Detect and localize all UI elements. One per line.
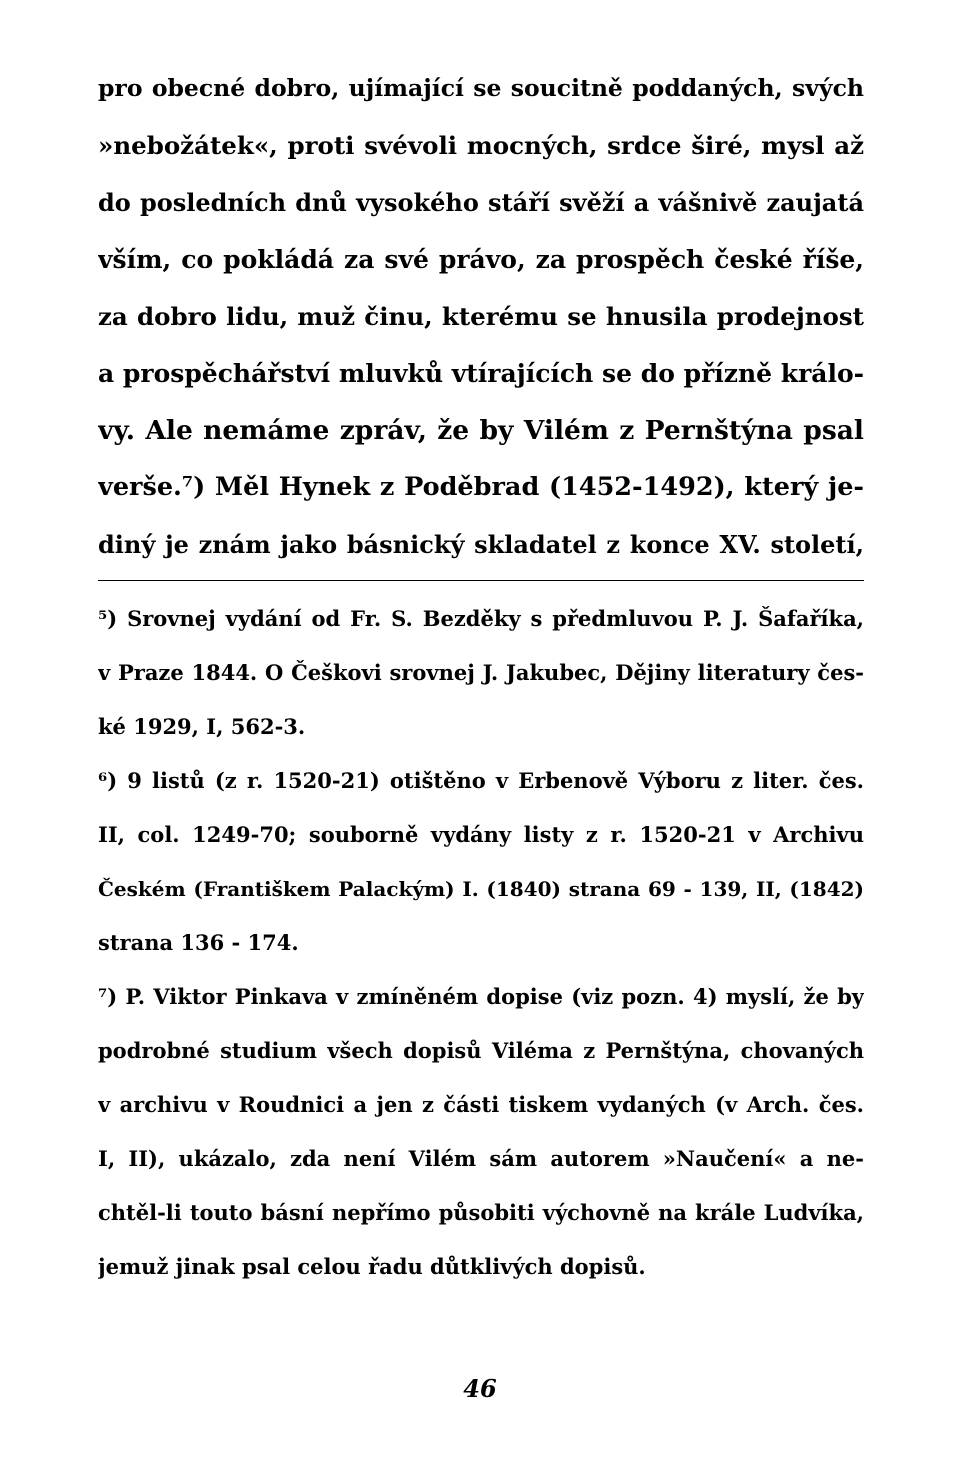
footnote-line: ⁵) Srovnej vydání od Fr. S. Bezděky s předmluvou P. J. Šafaříka, bbox=[98, 606, 864, 631]
main-text-line: do posledních dnů vysokého stáří svěží a vášnivě zaujatá bbox=[98, 188, 864, 217]
footnote-line: I, II), ukázalo, zda není Vilém sám autorem »Naučení« a ne- bbox=[98, 1146, 864, 1171]
footnote-line: v archivu v Roudnici a jen z části tiskem vydaných (v Arch. čes. bbox=[98, 1092, 864, 1117]
footnote-line: II, col. 1249-70; souborně vydány listy z r. 1520-21 v Archivu bbox=[98, 822, 864, 847]
main-text-line: vším, co pokládá za své právo, za prospěch české říše, bbox=[98, 245, 864, 274]
main-text-line: vy. Ale nemáme zpráv, že by Vilém z Pernštýna psal bbox=[98, 415, 864, 446]
footnotes-block bbox=[98, 592, 864, 1294]
footnote-divider bbox=[98, 580, 864, 581]
footnote-line: v Praze 1844. O Češkovi srovnej J. Jakubec, Dějiny literatury čes- bbox=[98, 660, 864, 685]
footnote-line: podrobné studium všech dopisů Viléma z Pernštýna, chovaných bbox=[98, 1038, 864, 1063]
footnote-line: ké 1929, I, 562-3. bbox=[98, 714, 306, 739]
page-number: 46 bbox=[463, 1374, 497, 1403]
footnote-line: strana 136 - 174. bbox=[98, 930, 299, 955]
main-text-line: verše.⁷) Měl Hynek z Poděbrad (1452-1492), který je- bbox=[98, 472, 864, 502]
main-text-line: a prospěchářství mluvků vtírajících se do přízně králo- bbox=[98, 359, 864, 388]
main-text-line: za dobro lidu, muž činu, kterému se hnusila prodejnost bbox=[98, 302, 864, 331]
main-text-block bbox=[98, 60, 864, 573]
footnote-line: jemuž jinak psal celou řadu důtklivých dopisů. bbox=[98, 1254, 646, 1279]
footnote-line: Českém (Františkem Palackým) I. (1840) strana 69 - 139, II, (1842) bbox=[98, 877, 864, 901]
main-text-line: pro obecné dobro, ujímající se soucitně poddaných, svých bbox=[98, 74, 864, 102]
main-text-line: »nebožátek«, proti svévoli mocných, srdce širé, mysl až bbox=[98, 131, 864, 160]
footnote-line: ⁶) 9 listů (z r. 1520-21) otištěno v Erbenově Výboru z liter. čes. bbox=[98, 768, 864, 793]
main-text-line: diný je znám jako básnický skladatel z konce XV. století, bbox=[98, 530, 864, 559]
footnote-line: ⁷) P. Viktor Pinkava v zmíněném dopise (viz pozn. 4) myslí, že by bbox=[98, 984, 864, 1009]
footnote-line: chtěl-li touto básní nepřímo působiti výchovně na krále Ludvíka, bbox=[98, 1200, 864, 1225]
